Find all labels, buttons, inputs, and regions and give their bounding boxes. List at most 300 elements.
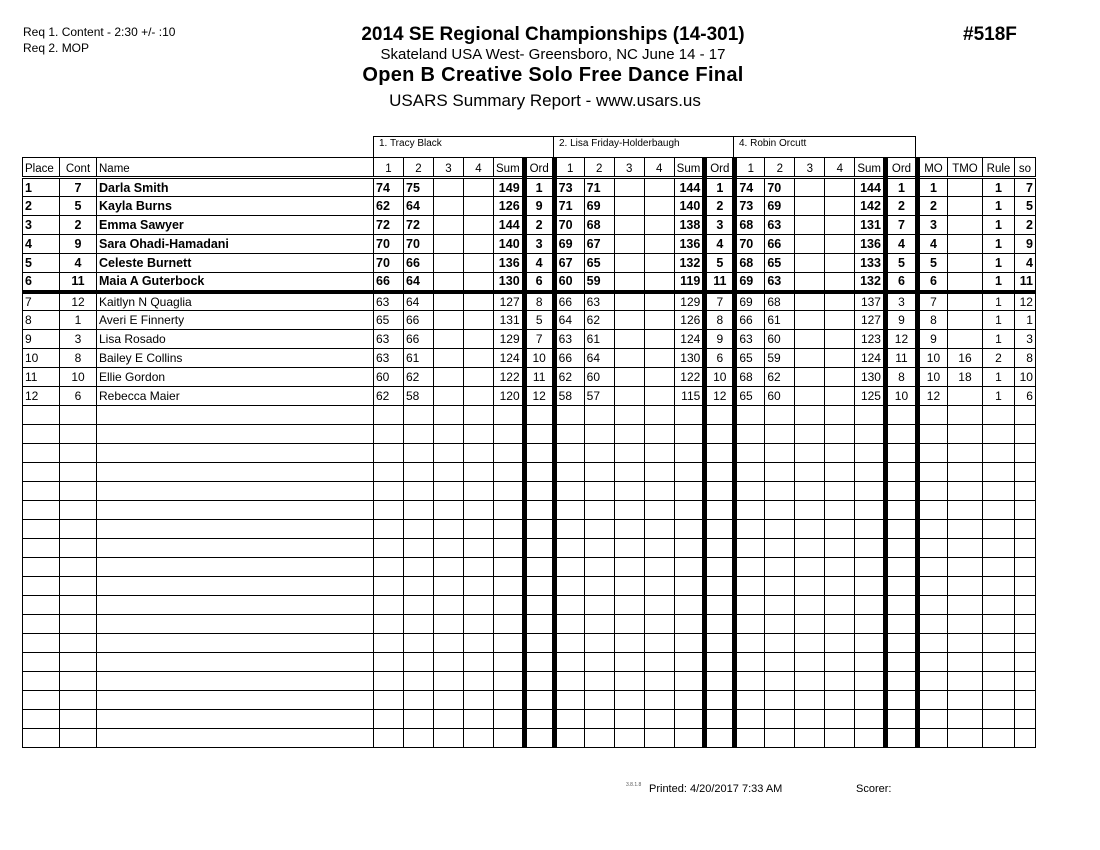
- judge1-sum: 144: [494, 216, 525, 235]
- empty-cell: [825, 634, 855, 653]
- empty-cell: [614, 615, 644, 634]
- judge1-score3: [434, 273, 464, 292]
- empty-cell: [524, 710, 554, 729]
- judge3-score2: 66: [765, 235, 795, 254]
- empty-cell: [524, 577, 554, 596]
- empty-cell: [644, 634, 674, 653]
- empty-cell: [434, 615, 464, 634]
- judge1-score1: 65: [374, 311, 404, 330]
- judge3-score1: 69: [735, 292, 765, 311]
- empty-cell: [1014, 596, 1035, 615]
- empty-cell: [464, 501, 494, 520]
- judge3-sum: 125: [855, 387, 886, 406]
- judge3-score3: [795, 178, 825, 197]
- empty-cell: [855, 596, 886, 615]
- empty-cell: [735, 558, 765, 577]
- rule-cell: 1: [982, 197, 1014, 216]
- empty-cell: [885, 710, 917, 729]
- empty-cell: [374, 539, 404, 558]
- empty-cell: [644, 729, 674, 748]
- empty-cell: [524, 558, 554, 577]
- col-j3-s3: 3: [795, 158, 825, 178]
- empty-cell: [885, 577, 917, 596]
- judge2-ordinal: 3: [705, 216, 735, 235]
- empty-cell: [674, 444, 705, 463]
- judge3-sum: 136: [855, 235, 886, 254]
- judge3-score4: [825, 178, 855, 197]
- empty-cell: [23, 425, 60, 444]
- place-cell: 5: [23, 254, 60, 273]
- col-j1-s3: 3: [434, 158, 464, 178]
- tmo-cell: 16: [947, 349, 982, 368]
- empty-cell: [1014, 615, 1035, 634]
- judge3-sum: 132: [855, 273, 886, 292]
- judge2-score4: [644, 387, 674, 406]
- judge1-score2: 61: [404, 349, 434, 368]
- empty-cell: [374, 653, 404, 672]
- judge1-score4: [464, 235, 494, 254]
- empty-cell: [434, 672, 464, 691]
- judge3-score4: [825, 368, 855, 387]
- judge1-score1: 63: [374, 330, 404, 349]
- rule-cell: 1: [982, 368, 1014, 387]
- judge3-score1: 68: [735, 254, 765, 273]
- empty-cell: [524, 482, 554, 501]
- empty-cell: [374, 444, 404, 463]
- judge3-ordinal: 3: [885, 292, 917, 311]
- rule-cell: 1: [982, 254, 1014, 273]
- empty-cell: [464, 444, 494, 463]
- empty-cell: [982, 539, 1014, 558]
- empty-cell: [855, 463, 886, 482]
- empty-cell: [494, 653, 525, 672]
- empty-cell: [404, 634, 434, 653]
- empty-cell: [705, 577, 735, 596]
- judge1-ordinal: 5: [524, 311, 554, 330]
- judge2-score4: [644, 197, 674, 216]
- empty-cell: [947, 577, 982, 596]
- judge2-score1: 69: [554, 235, 584, 254]
- empty-cell: [464, 463, 494, 482]
- so-cell: 11: [1014, 273, 1035, 292]
- judge3-sum: 124: [855, 349, 886, 368]
- empty-cell: [464, 577, 494, 596]
- judge1-ordinal: 7: [524, 330, 554, 349]
- empty-cell: [1014, 672, 1035, 691]
- empty-cell: [674, 672, 705, 691]
- rule-cell: 1: [982, 311, 1014, 330]
- empty-cell: [464, 520, 494, 539]
- empty-cell: [97, 615, 374, 634]
- judge3-score3: [795, 311, 825, 330]
- judge1-sum: 120: [494, 387, 525, 406]
- judge1-score2: 66: [404, 254, 434, 273]
- empty-cell: [524, 672, 554, 691]
- empty-cell: [97, 444, 374, 463]
- name-cell: Darla Smith: [97, 178, 374, 197]
- empty-cell: [60, 482, 97, 501]
- empty-cell: [464, 729, 494, 748]
- requirement-2: Req 2. MOP: [23, 41, 90, 55]
- empty-cell: [705, 710, 735, 729]
- empty-cell: [982, 425, 1014, 444]
- judge2-score2: 60: [584, 368, 614, 387]
- empty-cell: [644, 710, 674, 729]
- empty-cell: [825, 501, 855, 520]
- judge2-ordinal: 12: [705, 387, 735, 406]
- empty-cell: [23, 691, 60, 710]
- empty-cell: [674, 691, 705, 710]
- empty-cell: [554, 710, 584, 729]
- empty-cell: [97, 463, 374, 482]
- empty-cell: [735, 577, 765, 596]
- cont-cell: 10: [60, 368, 97, 387]
- table-row: [23, 273, 1036, 292]
- judge3-score4: [825, 387, 855, 406]
- empty-cell: [524, 425, 554, 444]
- empty-cell: [795, 596, 825, 615]
- empty-cell: [855, 482, 886, 501]
- empty-cell: [947, 520, 982, 539]
- empty-cell: [885, 501, 917, 520]
- name-cell: Kaitlyn N Quaglia: [97, 292, 374, 311]
- empty-cell: [705, 539, 735, 558]
- judge2-score1: 70: [554, 216, 584, 235]
- judge2-score3: [614, 216, 644, 235]
- judge1-ordinal: 10: [524, 349, 554, 368]
- so-cell: 2: [1014, 216, 1035, 235]
- empty-cell: [885, 729, 917, 748]
- empty-cell: [885, 634, 917, 653]
- judge3-ordinal: 2: [885, 197, 917, 216]
- judge3-ordinal: 9: [885, 311, 917, 330]
- judge2-ordinal: 10: [705, 368, 735, 387]
- tmo-cell: [947, 330, 982, 349]
- empty-cell: [644, 425, 674, 444]
- judge2-score1: 66: [554, 349, 584, 368]
- judge-2-header: 2. Lisa Friday-Holderbaugh: [553, 136, 734, 157]
- judge2-score3: [614, 330, 644, 349]
- empty-cell: [434, 482, 464, 501]
- cont-cell: 8: [60, 349, 97, 368]
- empty-cell: [765, 672, 795, 691]
- empty-cell: [23, 615, 60, 634]
- empty-cell: [825, 653, 855, 672]
- empty-cell: [374, 501, 404, 520]
- empty-cell: [23, 406, 60, 425]
- empty-cell: [494, 710, 525, 729]
- judge3-ordinal: 1: [885, 178, 917, 197]
- empty-cell: [705, 729, 735, 748]
- judge3-score4: [825, 197, 855, 216]
- empty-cell: [584, 710, 614, 729]
- empty-cell: [494, 596, 525, 615]
- empty-cell: [947, 501, 982, 520]
- empty-cell: [60, 463, 97, 482]
- judge2-score3: [614, 235, 644, 254]
- empty-cell: [855, 444, 886, 463]
- empty-cell: [60, 406, 97, 425]
- empty-cell: [735, 482, 765, 501]
- judge2-score4: [644, 330, 674, 349]
- judge2-score1: 73: [554, 178, 584, 197]
- empty-cell: [524, 691, 554, 710]
- empty-cell: [97, 729, 374, 748]
- judge3-sum: 127: [855, 311, 886, 330]
- empty-cell: [825, 710, 855, 729]
- empty-cell: [705, 482, 735, 501]
- empty-cell: [982, 577, 1014, 596]
- judge1-score2: 62: [404, 368, 434, 387]
- empty-cell: [554, 729, 584, 748]
- empty-cell: [584, 691, 614, 710]
- requirement-1: Req 1. Content - 2:30 +/- :10: [23, 25, 176, 39]
- judge1-score1: 60: [374, 368, 404, 387]
- empty-cell: [982, 634, 1014, 653]
- col-j2-sum: Sum: [674, 158, 705, 178]
- event-title: Open B Creative Solo Free Dance Final: [362, 64, 744, 86]
- empty-cell: [97, 577, 374, 596]
- mo-cell: 7: [917, 292, 947, 311]
- empty-cell: [404, 482, 434, 501]
- judge1-score2: 64: [404, 273, 434, 292]
- empty-cell: [374, 634, 404, 653]
- tmo-cell: [947, 311, 982, 330]
- empty-cell: [524, 615, 554, 634]
- empty-cell: [554, 634, 584, 653]
- empty-cell: [584, 501, 614, 520]
- empty-cell: [60, 634, 97, 653]
- mo-cell: 6: [917, 273, 947, 292]
- empty-cell: [97, 406, 374, 425]
- empty-cell: [765, 691, 795, 710]
- table-row: [23, 368, 1036, 387]
- judge1-sum: 131: [494, 311, 525, 330]
- empty-cell: [97, 482, 374, 501]
- judge2-sum: 140: [674, 197, 705, 216]
- judge3-score2: 63: [765, 216, 795, 235]
- judge1-score1: 72: [374, 216, 404, 235]
- empty-cell: [464, 634, 494, 653]
- judge2-score2: 63: [584, 292, 614, 311]
- empty-cell: [434, 653, 464, 672]
- empty-cell: [374, 425, 404, 444]
- col-j1-sum: Sum: [494, 158, 525, 178]
- empty-cell: [97, 539, 374, 558]
- judge2-score2: 62: [584, 311, 614, 330]
- judge3-score1: 65: [735, 387, 765, 406]
- empty-cell: [404, 539, 434, 558]
- name-cell: Kayla Burns: [97, 197, 374, 216]
- empty-cell: [982, 520, 1014, 539]
- empty-cell: [464, 615, 494, 634]
- tmo-cell: [947, 254, 982, 273]
- col-rule: Rule: [982, 158, 1014, 178]
- empty-cell: [374, 558, 404, 577]
- empty-cell: [434, 463, 464, 482]
- place-cell: 2: [23, 197, 60, 216]
- table-row: [23, 387, 1036, 406]
- tmo-cell: [947, 387, 982, 406]
- so-cell: 7: [1014, 178, 1035, 197]
- empty-cell: [855, 539, 886, 558]
- empty-cell: [644, 615, 674, 634]
- judge3-score2: 60: [765, 387, 795, 406]
- empty-cell: [982, 653, 1014, 672]
- empty-cell: [795, 710, 825, 729]
- empty-cell: [554, 520, 584, 539]
- empty-cell: [584, 577, 614, 596]
- empty-cell: [947, 634, 982, 653]
- empty-cell: [554, 577, 584, 596]
- scorer-label: Scorer:: [856, 783, 892, 795]
- empty-cell: [825, 577, 855, 596]
- judge3-score2: 60: [765, 330, 795, 349]
- judge3-score3: [795, 235, 825, 254]
- empty-cell: [825, 482, 855, 501]
- empty-cell: [1014, 501, 1035, 520]
- empty-cell: [885, 406, 917, 425]
- empty-cell: [855, 425, 886, 444]
- results-body: [23, 178, 1036, 748]
- results-table: [22, 157, 1036, 748]
- judge3-sum: 137: [855, 292, 886, 311]
- empty-cell: [97, 501, 374, 520]
- empty-cell: [434, 634, 464, 653]
- empty-cell: [735, 406, 765, 425]
- empty-cell: [735, 596, 765, 615]
- empty-cell: [60, 672, 97, 691]
- judge1-sum: 126: [494, 197, 525, 216]
- judge3-score1: 66: [735, 311, 765, 330]
- col-j3-s2: 2: [765, 158, 795, 178]
- judge3-score2: 63: [765, 273, 795, 292]
- empty-cell: [494, 406, 525, 425]
- empty-cell: [614, 425, 644, 444]
- empty-cell: [23, 501, 60, 520]
- empty-cell: [825, 520, 855, 539]
- judge2-score3: [614, 311, 644, 330]
- empty-cell: [644, 520, 674, 539]
- judge1-score3: [434, 311, 464, 330]
- so-cell: 12: [1014, 292, 1035, 311]
- judge1-score3: [434, 292, 464, 311]
- empty-cell: [795, 729, 825, 748]
- so-cell: 5: [1014, 197, 1035, 216]
- name-cell: Averi E Finnerty: [97, 311, 374, 330]
- empty-cell: [795, 406, 825, 425]
- place-cell: 10: [23, 349, 60, 368]
- empty-cell: [825, 596, 855, 615]
- table-row: [23, 292, 1036, 311]
- mo-cell: 10: [917, 368, 947, 387]
- judge1-score2: 72: [404, 216, 434, 235]
- empty-cell: [795, 425, 825, 444]
- judge1-score1: 74: [374, 178, 404, 197]
- empty-cell: [494, 482, 525, 501]
- empty-cell: [855, 634, 886, 653]
- empty-cell: [674, 710, 705, 729]
- col-j1-s2: 2: [404, 158, 434, 178]
- empty-cell: [584, 558, 614, 577]
- empty-cell: [584, 406, 614, 425]
- empty-cell: [982, 501, 1014, 520]
- judge2-score1: 60: [554, 273, 584, 292]
- judge1-score4: [464, 368, 494, 387]
- empty-cell: [705, 691, 735, 710]
- judge2-ordinal: 2: [705, 197, 735, 216]
- empty-cell: [917, 539, 947, 558]
- empty-cell: [885, 520, 917, 539]
- empty-cell: [674, 615, 705, 634]
- judge2-sum: 122: [674, 368, 705, 387]
- empty-cell: [705, 520, 735, 539]
- empty-cell: [795, 558, 825, 577]
- empty-cell: [494, 425, 525, 444]
- empty-cell: [23, 710, 60, 729]
- judge3-score4: [825, 311, 855, 330]
- empty-cell: [404, 406, 434, 425]
- empty-cell: [674, 406, 705, 425]
- empty-cell: [795, 520, 825, 539]
- empty-cell: [494, 577, 525, 596]
- empty-cell: [614, 482, 644, 501]
- judge2-sum: 129: [674, 292, 705, 311]
- empty-row: [23, 539, 1036, 558]
- empty-cell: [97, 672, 374, 691]
- empty-cell: [674, 482, 705, 501]
- empty-cell: [705, 425, 735, 444]
- empty-cell: [674, 425, 705, 444]
- judge1-score3: [434, 330, 464, 349]
- empty-cell: [674, 501, 705, 520]
- empty-cell: [434, 577, 464, 596]
- empty-cell: [674, 539, 705, 558]
- col-j1-s4: 4: [464, 158, 494, 178]
- judge3-score3: [795, 368, 825, 387]
- empty-cell: [644, 501, 674, 520]
- mo-cell: 1: [917, 178, 947, 197]
- empty-cell: [855, 710, 886, 729]
- empty-row: [23, 444, 1036, 463]
- empty-cell: [705, 558, 735, 577]
- empty-cell: [735, 729, 765, 748]
- empty-cell: [60, 653, 97, 672]
- empty-cell: [60, 729, 97, 748]
- empty-cell: [524, 653, 554, 672]
- empty-cell: [1014, 406, 1035, 425]
- judge3-score4: [825, 349, 855, 368]
- empty-cell: [644, 577, 674, 596]
- empty-cell: [885, 425, 917, 444]
- tmo-cell: [947, 292, 982, 311]
- empty-cell: [584, 653, 614, 672]
- judge3-score3: [795, 197, 825, 216]
- table-row: [23, 311, 1036, 330]
- mo-cell: 3: [917, 216, 947, 235]
- col-j2-s2: 2: [584, 158, 614, 178]
- empty-cell: [825, 406, 855, 425]
- empty-cell: [464, 653, 494, 672]
- empty-cell: [23, 482, 60, 501]
- empty-row: [23, 501, 1036, 520]
- col-j1-s1: 1: [374, 158, 404, 178]
- empty-cell: [584, 539, 614, 558]
- empty-cell: [947, 444, 982, 463]
- empty-cell: [614, 653, 644, 672]
- cont-cell: 2: [60, 216, 97, 235]
- name-cell: Emma Sawyer: [97, 216, 374, 235]
